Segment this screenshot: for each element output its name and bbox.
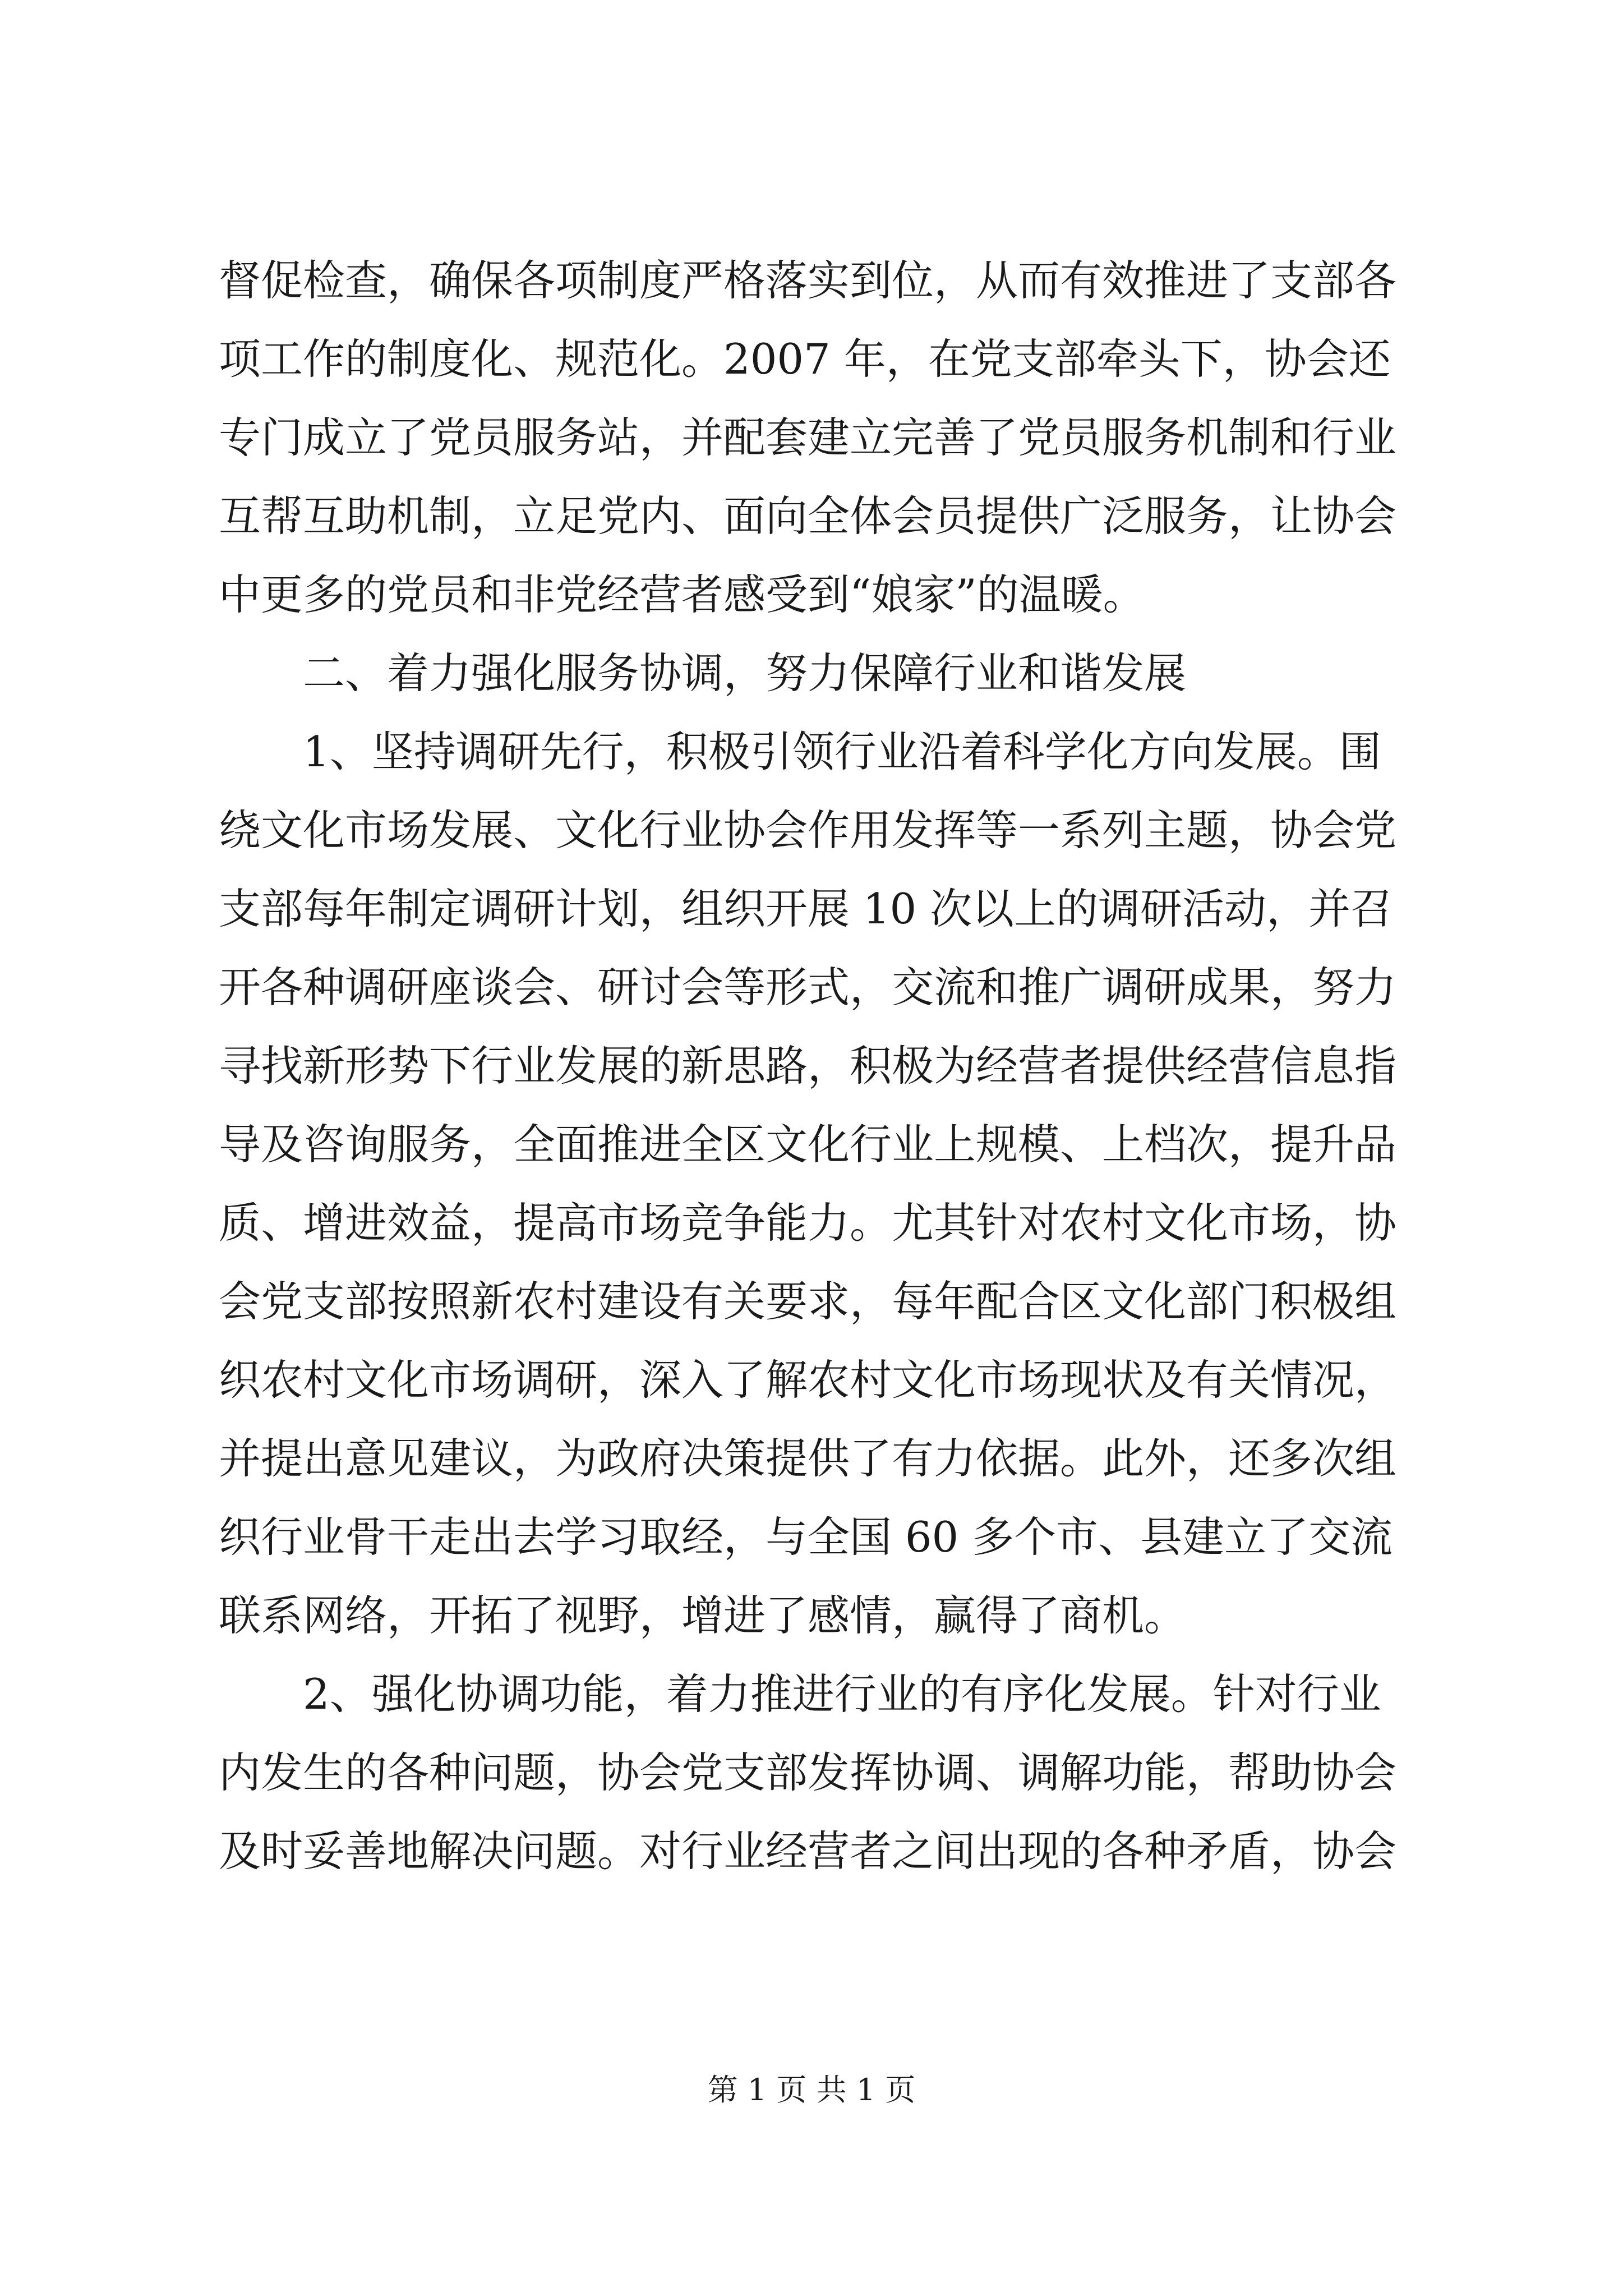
- text-line: 支部每年制定调研计划，组织开展 10 次以上的调研活动，并召: [219, 884, 1393, 933]
- page-footer: 第 1 页 共 1 页: [707, 2072, 916, 2108]
- text-line: 督促检查，确保各项制度严格落实到位，从而有效推进了支部各: [219, 256, 1397, 305]
- text-line: 并提出意见建议，为政府决策提供了有力依据。此外，还多次组: [219, 1434, 1397, 1483]
- text-line: 中更多的党员和非党经营者感受到“娘家”的温暖。: [219, 570, 1145, 619]
- text-line: 开各种调研座谈会、研讨会等形式，交流和推广调研成果，努力: [219, 963, 1397, 1012]
- text-line: 内发生的各种问题，协会党支部发挥协调、调解功能，帮助协会: [219, 1748, 1397, 1797]
- body-text: [219, 241, 1419, 1890]
- text-line: 质、增进效益，提高市场竞争能力。尤其针对农村文化市场，协: [219, 1198, 1397, 1248]
- text-line: 会党支部按照新农村建设有关要求，每年配合区文化部门积极组: [219, 1277, 1397, 1326]
- text-line: 项工作的制度化、规范化。2007 年，在党支部牵头下，协会还: [219, 334, 1391, 384]
- text-line: 寻找新形势下行业发展的新思路，积极为经营者提供经营信息指: [219, 1041, 1397, 1091]
- text-line: 织农村文化市场调研，深入了解农村文化市场现状及有关情况，: [219, 1355, 1397, 1405]
- text-line: 绕文化市场发展、文化行业协会作用发挥等一系列主题，协会党: [219, 806, 1397, 855]
- text-line: 专门成立了党员服务站，并配套建立完善了党员服务机制和行业: [219, 413, 1397, 462]
- section-heading: 二、着力强化服务协调，努力保障行业和谐发展: [303, 648, 1187, 698]
- paragraph-start-line: 2、强化协调功能，着力推进行业的有序化发展。针对行业: [303, 1669, 1381, 1719]
- text-line: 互帮互助机制，立足党内、面向全体会员提供广泛服务，让协会: [219, 491, 1397, 541]
- paragraph-start-line: 1、坚持调研先行，积极引领行业沿着科学化方向发展。围: [303, 727, 1381, 776]
- text-line: 织行业骨干走出去学习取经，与全国 60 多个市、县建立了交流: [219, 1512, 1393, 1562]
- text-line: 及时妥善地解决问题。对行业经营者之间出现的各种矛盾，协会: [219, 1826, 1397, 1876]
- text-line: 导及咨询服务，全面推进全区文化行业上规模、上档次，提升品: [219, 1120, 1397, 1169]
- text-line: 联系网络，开拓了视野，增进了感情，赢得了商机。: [219, 1591, 1187, 1640]
